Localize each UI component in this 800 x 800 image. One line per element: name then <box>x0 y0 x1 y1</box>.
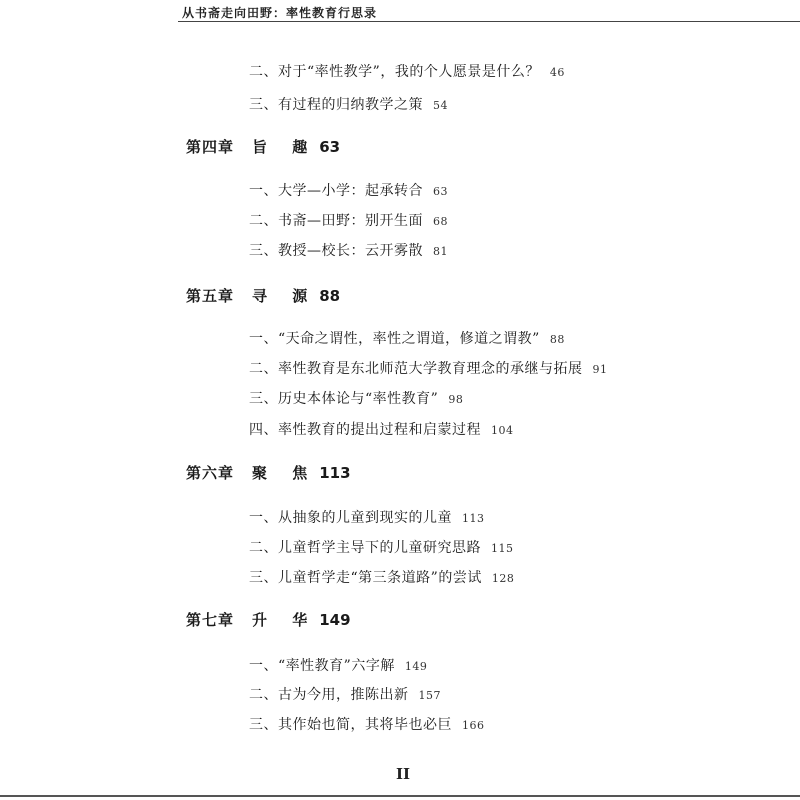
chapter-label: 第六章 <box>186 464 235 482</box>
toc-entry <box>249 686 441 705</box>
chapter-title: 寻 源 <box>252 287 318 305</box>
toc-entry <box>249 330 565 349</box>
toc-entry-text: 一、“率性教育”六字解 <box>249 658 395 674</box>
header-rule <box>178 21 800 22</box>
chapter-page: 113 <box>319 464 351 482</box>
chapter-heading <box>186 463 351 483</box>
toc-entry-text: 三、其作始也简，其将毕也必巨 <box>249 717 452 733</box>
toc-entry <box>249 96 448 115</box>
toc-entry <box>249 212 448 231</box>
toc-entry-text: 二、对于“率性教学”，我的个人愿景是什么？ <box>249 64 540 80</box>
toc-entry <box>249 182 448 201</box>
toc-entry-text: 三、历史本体论与“率性教育” <box>249 391 439 407</box>
chapter-page: 88 <box>319 287 341 305</box>
toc-entry-text: 一、大学—小学：起承转合 <box>249 183 423 199</box>
toc-entry-text: 二、书斋—田野：别开生面 <box>249 213 423 229</box>
toc-entry <box>249 569 514 588</box>
footer-rule <box>0 795 800 797</box>
chapter-heading <box>186 137 340 157</box>
running-head: 从书斋走向田野：率性教育行思录 <box>182 6 378 20</box>
chapter-title: 升 华 <box>252 611 318 629</box>
toc-entry-page: 81 <box>433 245 448 258</box>
toc-entry-text: 二、古为今用，推陈出新 <box>249 687 409 703</box>
toc-entry-text: 二、儿童哲学主导下的儿童研究思路 <box>249 540 481 556</box>
toc-entry-page: 63 <box>433 185 448 198</box>
toc-entry-page: 88 <box>549 333 565 346</box>
toc-entry-text: 三、教授—校长：云开雾散 <box>249 243 423 259</box>
toc-entry-page: 98 <box>448 393 464 406</box>
toc-entry <box>249 63 565 82</box>
toc-entry-text: 一、从抽象的儿童到现实的儿童 <box>249 510 452 526</box>
toc-entry-text: 四、率性教育的提出过程和启蒙过程 <box>249 422 481 438</box>
toc-entry-page: 46 <box>549 66 565 79</box>
toc-entry-text: 一、“天命之谓性，率性之谓道，修道之谓教” <box>249 331 540 347</box>
toc-entry-page: 149 <box>404 660 428 673</box>
toc-entry-text: 三、有过程的归纳教学之策 <box>249 97 423 113</box>
toc-entry <box>249 657 427 676</box>
toc-entry-text: 二、率性教育是东北师范大学教育理念的承继与拓展 <box>249 361 583 377</box>
toc-entry <box>249 716 485 735</box>
chapter-heading <box>186 610 351 630</box>
toc-entry <box>249 390 463 409</box>
toc-entry <box>249 509 485 528</box>
toc-entry-page: 128 <box>491 572 515 585</box>
chapter-page: 63 <box>319 138 341 156</box>
toc-entry-text: 三、儿童哲学走“第三条道路”的尝试 <box>249 570 482 586</box>
chapter-page: 149 <box>319 611 351 629</box>
toc-entry <box>249 360 608 379</box>
chapter-heading <box>186 286 340 306</box>
toc-entry-page: 157 <box>418 689 441 702</box>
toc-entry-page: 68 <box>433 215 448 228</box>
chapter-title: 聚 焦 <box>252 464 318 482</box>
page-number: II <box>396 765 411 783</box>
chapter-label: 第七章 <box>186 611 235 629</box>
toc-entry-page: 91 <box>592 363 608 376</box>
toc-entry <box>249 539 514 558</box>
toc-entry-page: 166 <box>462 719 485 732</box>
toc-entry <box>249 421 514 440</box>
toc-entry-page: 115 <box>491 542 514 555</box>
toc-entry-page: 54 <box>433 99 448 112</box>
chapter-title: 旨 趣 <box>252 138 318 156</box>
chapter-label: 第五章 <box>186 287 235 305</box>
chapter-label: 第四章 <box>186 138 235 156</box>
toc-entry <box>249 242 448 261</box>
toc-entry-page: 104 <box>491 424 514 437</box>
toc-entry-page: 113 <box>462 512 485 525</box>
